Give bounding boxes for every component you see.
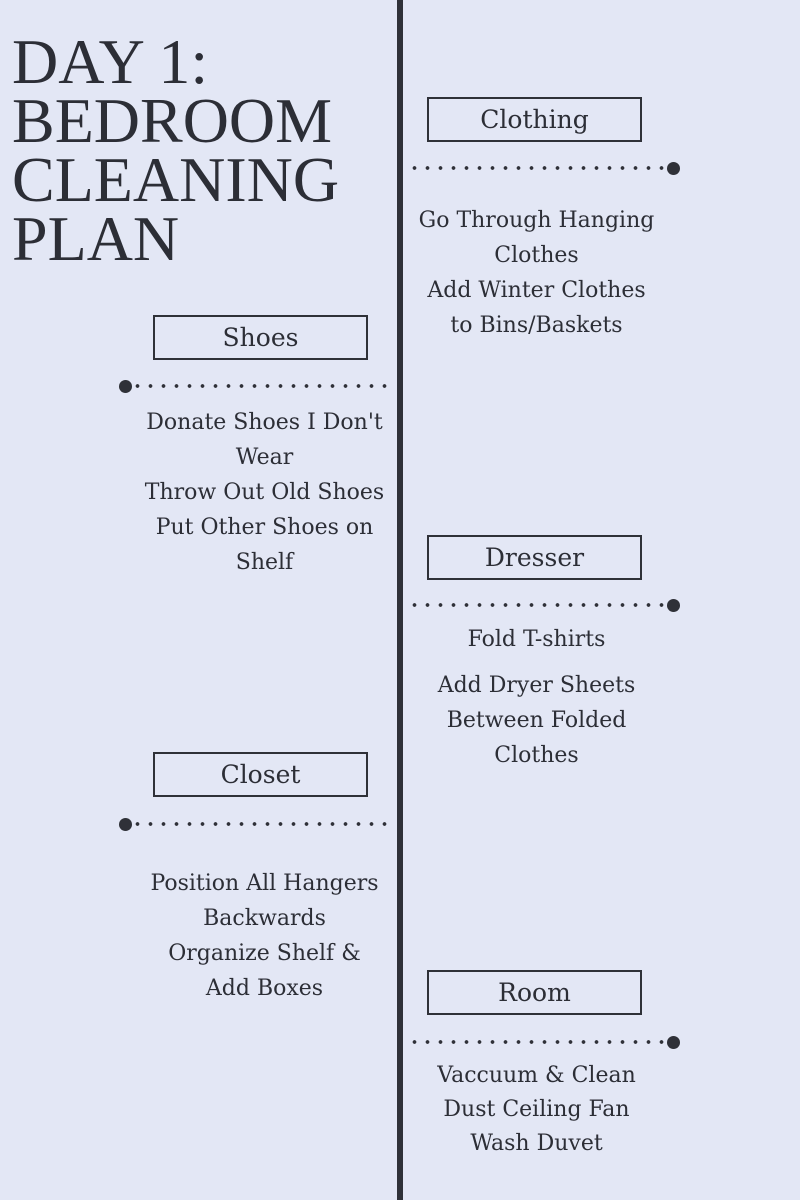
task-item: Shelf	[235, 550, 294, 575]
section-label-closet: Closet	[153, 752, 368, 797]
page-title	[12, 26, 340, 274]
timeline-center-line	[397, 0, 403, 1200]
task-item: Add Dryer Sheets	[437, 673, 636, 698]
connector-end-dot-clothing	[667, 162, 680, 175]
task-item: Go Through Hanging	[418, 208, 655, 233]
task-item: Clothes	[494, 743, 579, 768]
dotted-connector-closet	[131, 822, 391, 826]
task-item: Donate Shoes I Don't	[146, 410, 383, 435]
task-list-closet	[133, 866, 396, 1006]
task-list-room	[410, 1059, 663, 1161]
task-list-dresser	[410, 622, 663, 773]
task-item: Position All Hangers	[150, 871, 379, 896]
dotted-connector-shoes	[131, 384, 391, 388]
task-item: Fold T-shirts	[467, 627, 606, 652]
title-line-1: DAY 1:	[12, 26, 209, 97]
section-label-shoes: Shoes	[153, 315, 368, 360]
task-list-shoes	[133, 405, 396, 580]
dotted-connector-dresser	[408, 603, 668, 607]
dotted-connector-clothing	[408, 166, 668, 170]
title-line-2: BEDROOM	[12, 85, 333, 156]
task-item: Vaccuum & Clean	[437, 1063, 636, 1088]
title-line-4: PLAN	[12, 203, 180, 274]
task-item: Wear	[235, 445, 294, 470]
task-item: Add Boxes	[205, 976, 324, 1001]
section-label-room: Room	[427, 970, 642, 1015]
task-item: Wash Duvet	[470, 1131, 603, 1156]
section-label-clothing: Clothing	[427, 97, 642, 142]
title-line-3: CLEANING	[12, 144, 340, 215]
task-item: Between Folded	[446, 708, 627, 733]
dotted-connector-room	[408, 1040, 668, 1044]
task-item: Backwards	[203, 906, 326, 931]
connector-end-dot-room	[667, 1036, 680, 1049]
section-label-dresser: Dresser	[427, 535, 642, 580]
task-item: Add Winter Clothes	[427, 278, 646, 303]
task-item: Throw Out Old Shoes	[144, 480, 385, 505]
connector-end-dot-dresser	[667, 599, 680, 612]
task-list-clothing	[410, 203, 663, 343]
task-item: to Bins/Baskets	[450, 313, 623, 338]
task-item: Organize Shelf &	[168, 941, 361, 966]
task-item: Put Other Shoes on	[155, 515, 374, 540]
task-item: Dust Ceiling Fan	[443, 1097, 630, 1122]
task-item: Clothes	[494, 243, 579, 268]
